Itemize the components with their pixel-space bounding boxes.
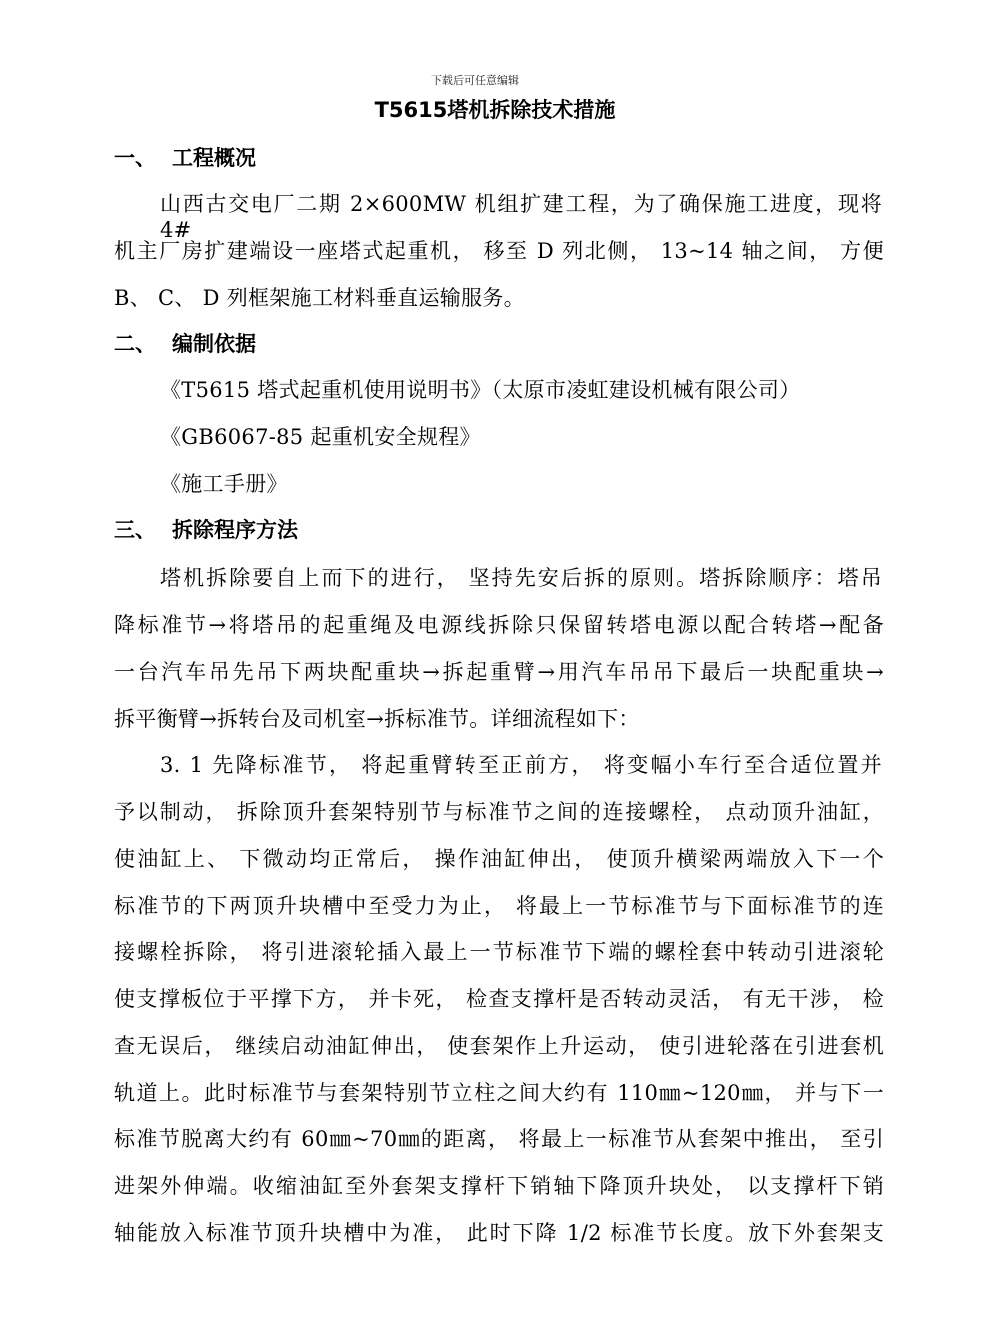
paragraph-line: 3. 1 先降标准节， 将起重臂转至正前方， 将变幅小车行至合适位置并 <box>160 753 882 777</box>
reference-item: 《施工手册》 <box>160 472 288 496</box>
paragraph-line: 进架外伸端。收缩油缸至外套架支撑杆下销轴下降顶升块处， 以支撑杆下销 <box>114 1174 884 1198</box>
paragraph-line: 拆平衡臂→拆转台及司机室→拆标准节。详细流程如下： <box>114 707 640 731</box>
paragraph-line: 一台汽车吊先吊下两块配重块→拆起重臂→用汽车吊吊下最后一块配重块→ <box>114 660 884 684</box>
paragraph-line: 轨道上。此时标准节与套架特别节立柱之间大约有 110㎜~120㎜， 并与下一 <box>114 1081 884 1105</box>
section-title: 工程概况 <box>172 146 256 170</box>
section-heading-procedure <box>114 514 298 544</box>
paragraph-line: 接螺栓拆除， 将引进滚轮插入最上一节标准节下端的螺栓套中转动引进滚轮 <box>114 940 884 964</box>
reference-item: 《T5615 塔式起重机使用说明书》（太原市凌虹建设机械有限公司） <box>160 378 801 402</box>
paragraph-line: 轴能放入标准节顶升块槽中为准， 此时下降 1/2 标准节长度。放下外套架支 <box>114 1221 884 1245</box>
paragraph-line: 机主厂房扩建端设一座塔式起重机， 移至 D 列北侧， 13~14 轴之间， 方便 <box>114 239 884 263</box>
section-heading-basis <box>114 328 256 358</box>
paragraph-line: 塔机拆除要自上而下的进行， 坚持先安后拆的原则。塔拆除顺序：塔吊 <box>160 566 882 590</box>
reference-item: 《GB6067-85 起重机安全规程》 <box>160 425 481 449</box>
paragraph-line: 山西古交电厂二期 2×600MW 机组扩建工程，为了确保施工进度，现将 4# <box>160 192 882 242</box>
section-title: 编制依据 <box>172 332 256 356</box>
document-title: T5615塔机拆除技术措施 <box>374 98 616 122</box>
paragraph-line: B、 C、 D 列框架施工材料垂直运输服务。 <box>114 286 525 310</box>
section-number: 三、 <box>114 518 156 542</box>
paragraph-line: 查无误后， 继续启动油缸伸出， 使套架作上升运动， 使引进轮落在引进套机 <box>114 1034 884 1058</box>
paragraph-line: 予以制动， 拆除顶升套架特别节与标准节之间的连接螺栓， 点动顶升油缸， <box>114 800 884 824</box>
section-title: 拆除程序方法 <box>172 518 298 542</box>
paragraph-line: 标准节的下两顶升块槽中至受力为止， 将最上一节标准节与下面标准节的连 <box>114 894 884 918</box>
section-number: 一、 <box>114 146 156 170</box>
paragraph-line: 降标准节→将塔吊的起重绳及电源线拆除只保留转塔电源以配合转塔→配备 <box>114 613 884 637</box>
paragraph-line: 使油缸上、 下微动均正常后， 操作油缸伸出， 使顶升横梁两端放入下一个 <box>114 847 884 871</box>
header-note: 下载后可任意编辑 <box>431 74 519 87</box>
section-number: 二、 <box>114 332 156 356</box>
paragraph-line: 标准节脱离大约有 60㎜~70㎜的距离， 将最上一标准节从套架中推出， 至引 <box>114 1127 884 1151</box>
section-heading-overview <box>114 142 256 172</box>
paragraph-line: 使支撑板位于平撑下方， 并卡死， 检查支撑杆是否转动灵活， 有无干涉， 检 <box>114 987 884 1011</box>
